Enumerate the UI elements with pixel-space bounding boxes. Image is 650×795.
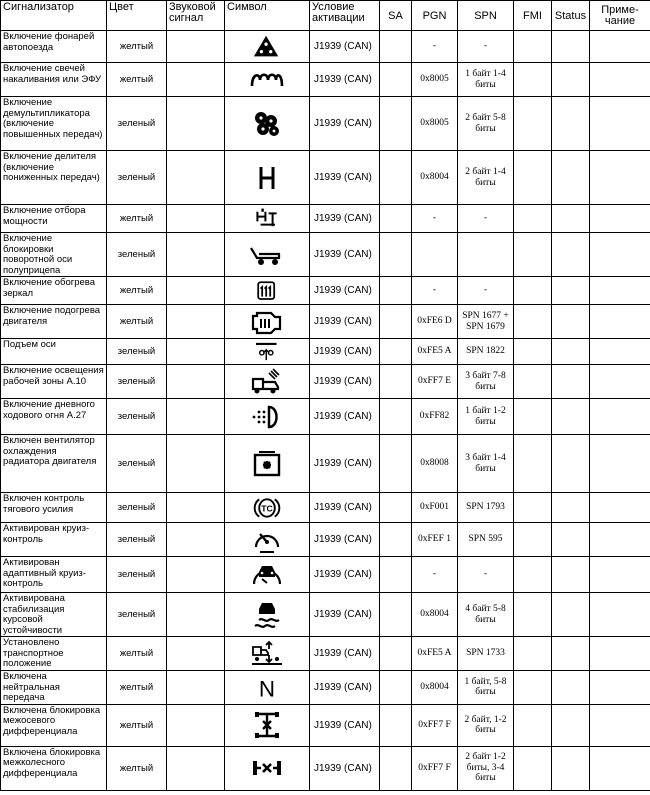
table-row <box>1 151 650 205</box>
pgn-value: - <box>412 31 458 63</box>
status-cell <box>552 493 590 523</box>
status-cell <box>552 151 590 205</box>
splitter-low-gears-icon <box>249 163 285 193</box>
fmi-cell <box>514 637 552 671</box>
pgn-value <box>412 233 458 277</box>
signal-name: Включение делителя (включение пониженных передач) <box>1 151 107 205</box>
symbol-cell <box>225 97 310 151</box>
table-row <box>1 671 650 705</box>
signal-color: зеленый <box>107 593 167 637</box>
table-row <box>1 557 650 593</box>
inter-axle-diff-lock-icon <box>249 710 285 740</box>
pgn-value: 0xFF7 F <box>412 704 458 746</box>
spn-value: - <box>458 31 514 63</box>
sa-cell <box>380 31 412 63</box>
col-fmi: FMI <box>514 1 552 31</box>
table-row <box>1 493 650 523</box>
fmi-cell <box>514 493 552 523</box>
pgn-value: 0x8004 <box>412 671 458 705</box>
activation-condition: J1939 (CAN) <box>310 305 380 339</box>
fmi-cell <box>514 704 552 746</box>
note-cell <box>590 637 650 671</box>
sound-cell <box>167 435 225 493</box>
activation-condition: J1939 (CAN) <box>310 746 380 790</box>
activation-condition: J1939 (CAN) <box>310 435 380 493</box>
activation-condition: J1939 (CAN) <box>310 205 380 233</box>
col-note: Приме-чание <box>590 1 650 31</box>
fmi-cell <box>514 151 552 205</box>
status-cell <box>552 31 590 63</box>
signal-name: Установлено транспортное положение <box>1 637 107 671</box>
sa-cell <box>380 277 412 305</box>
fmi-cell <box>514 435 552 493</box>
sound-cell <box>167 493 225 523</box>
sound-cell <box>167 746 225 790</box>
note-cell <box>590 493 650 523</box>
col-color: Цвет <box>107 1 167 31</box>
signal-color: желтый <box>107 746 167 790</box>
svg-text:N: N <box>258 676 276 702</box>
note-cell <box>590 399 650 435</box>
symbol-cell <box>225 205 310 233</box>
status-cell <box>552 63 590 97</box>
signal-color: зеленый <box>107 151 167 205</box>
signal-color: зеленый <box>107 557 167 593</box>
sa-cell <box>380 557 412 593</box>
status-cell <box>552 205 590 233</box>
spn-value: 2 байт 1-2 биты, 3-4 биты <box>458 746 514 790</box>
fmi-cell <box>514 339 552 365</box>
pgn-value: 0x8004 <box>412 151 458 205</box>
sa-cell <box>380 63 412 97</box>
table-row <box>1 277 650 305</box>
fmi-cell <box>514 277 552 305</box>
note-cell <box>590 277 650 305</box>
note-cell <box>590 305 650 339</box>
status-cell <box>552 671 590 705</box>
note-cell <box>590 704 650 746</box>
symbol-cell <box>225 557 310 593</box>
col-sa: SA <box>380 1 412 31</box>
note-cell <box>590 97 650 151</box>
spn-value: 2 байт, 1-2 биты <box>458 704 514 746</box>
symbol-cell <box>225 305 310 339</box>
symbol-cell <box>225 704 310 746</box>
fmi-cell <box>514 523 552 557</box>
road-train-lamps-icon <box>249 33 285 61</box>
sound-cell <box>167 399 225 435</box>
daytime-running-light-icon <box>249 402 285 432</box>
power-takeoff-icon <box>249 207 285 231</box>
symbol-cell <box>225 523 310 557</box>
table-row <box>1 31 650 63</box>
table-row <box>1 435 650 493</box>
symbol-cell <box>225 233 310 277</box>
spn-value: 1 байт, 5-8 биты <box>458 671 514 705</box>
status-cell <box>552 637 590 671</box>
activation-condition: J1939 (CAN) <box>310 671 380 705</box>
sound-cell <box>167 365 225 399</box>
activation-condition: J1939 (CAN) <box>310 704 380 746</box>
activation-condition: J1939 (CAN) <box>310 63 380 97</box>
sa-cell <box>380 339 412 365</box>
signal-name: Включение дневного ходового огня А.27 <box>1 399 107 435</box>
signal-color: зеленый <box>107 365 167 399</box>
signal-color: зеленый <box>107 97 167 151</box>
sa-cell <box>380 97 412 151</box>
note-cell <box>590 233 650 277</box>
signal-name: Включена блокировка межосевого дифференциала <box>1 704 107 746</box>
signal-color: зеленый <box>107 399 167 435</box>
pgn-value: 0x8005 <box>412 63 458 97</box>
radiator-fan-icon <box>249 449 285 479</box>
pgn-value: - <box>412 205 458 233</box>
fmi-cell <box>514 97 552 151</box>
sound-cell <box>167 277 225 305</box>
status-cell <box>552 399 590 435</box>
status-cell <box>552 523 590 557</box>
signal-color: зеленый <box>107 435 167 493</box>
table-row <box>1 365 650 399</box>
symbol-cell <box>225 671 310 705</box>
status-cell <box>552 305 590 339</box>
sa-cell <box>380 151 412 205</box>
sa-cell <box>380 205 412 233</box>
fmi-cell <box>514 399 552 435</box>
table-row <box>1 637 650 671</box>
status-cell <box>552 365 590 399</box>
signal-color: желтый <box>107 637 167 671</box>
symbol-cell <box>225 365 310 399</box>
spn-value: SPN 1733 <box>458 637 514 671</box>
pgn-value: 0xFF7 F <box>412 746 458 790</box>
sound-cell <box>167 205 225 233</box>
activation-condition: J1939 (CAN) <box>310 557 380 593</box>
spn-value: - <box>458 277 514 305</box>
adaptive-cruise-control-icon <box>249 560 285 590</box>
activation-condition: J1939 (CAN) <box>310 637 380 671</box>
pgn-value: 0xFEF 1 <box>412 523 458 557</box>
sound-cell <box>167 97 225 151</box>
note-cell <box>590 31 650 63</box>
fmi-cell <box>514 233 552 277</box>
signal-name: Включение блокировки поворотной оси полуприцепа <box>1 233 107 277</box>
sound-cell <box>167 637 225 671</box>
activation-condition: J1939 (CAN) <box>310 493 380 523</box>
signal-color: желтый <box>107 671 167 705</box>
signal-name: Активирован круиз-контроль <box>1 523 107 557</box>
signal-name: Включение отбора мощности <box>1 205 107 233</box>
status-cell <box>552 557 590 593</box>
note-cell <box>590 557 650 593</box>
signal-color: зеленый <box>107 493 167 523</box>
note-cell <box>590 523 650 557</box>
engine-preheater-icon <box>249 307 285 337</box>
signal-color: желтый <box>107 63 167 97</box>
status-cell <box>552 97 590 151</box>
sa-cell <box>380 637 412 671</box>
spn-value: 3 байт 1-4 биты <box>458 435 514 493</box>
table-row <box>1 233 650 277</box>
col-spn: SPN <box>458 1 514 31</box>
symbol-cell <box>225 746 310 790</box>
sa-cell <box>380 671 412 705</box>
sound-cell <box>167 151 225 205</box>
cruise-control-icon <box>249 525 285 555</box>
activation-condition: J1939 (CAN) <box>310 151 380 205</box>
pgn-value: 0x8004 <box>412 593 458 637</box>
status-cell <box>552 233 590 277</box>
table-row <box>1 399 650 435</box>
activation-condition: J1939 (CAN) <box>310 399 380 435</box>
status-cell <box>552 593 590 637</box>
pgn-value: - <box>412 557 458 593</box>
signal-name: Включение обогрева зеркал <box>1 277 107 305</box>
status-cell <box>552 746 590 790</box>
col-symbol: Символ <box>225 1 310 31</box>
signal-color: желтый <box>107 704 167 746</box>
spn-value: 2 байт 1-4 биты <box>458 151 514 205</box>
symbol-cell <box>225 637 310 671</box>
signal-color: желтый <box>107 31 167 63</box>
fmi-cell <box>514 671 552 705</box>
spn-value: 1 байт 1-4 биты <box>458 63 514 97</box>
pgn-value: 0xFF82 <box>412 399 458 435</box>
pgn-value: - <box>412 277 458 305</box>
sa-cell <box>380 493 412 523</box>
sound-cell <box>167 31 225 63</box>
signal-color: желтый <box>107 305 167 339</box>
symbol-cell <box>225 399 310 435</box>
work-area-light-icon <box>249 367 285 397</box>
sa-cell <box>380 399 412 435</box>
signal-name: Включен контроль тягового усилия <box>1 493 107 523</box>
signal-name: Включена блокировка межколесного дифференциала <box>1 746 107 790</box>
pgn-value: 0x8008 <box>412 435 458 493</box>
signal-name: Активирован адаптивный круиз-контроль <box>1 557 107 593</box>
fmi-cell <box>514 746 552 790</box>
activation-condition: J1939 (CAN) <box>310 233 380 277</box>
table-row <box>1 305 650 339</box>
sa-cell <box>380 305 412 339</box>
spn-value: - <box>458 557 514 593</box>
signal-color: зеленый <box>107 233 167 277</box>
note-cell <box>590 593 650 637</box>
signal-name: Включен вентилятор охлаждения радиатора двигателя <box>1 435 107 493</box>
note-cell <box>590 365 650 399</box>
activation-condition: J1939 (CAN) <box>310 523 380 557</box>
header-row <box>1 1 650 31</box>
sa-cell <box>380 593 412 637</box>
sound-cell <box>167 63 225 97</box>
fmi-cell <box>514 205 552 233</box>
activation-condition: J1939 (CAN) <box>310 339 380 365</box>
status-cell <box>552 339 590 365</box>
note-cell <box>590 63 650 97</box>
fmi-cell <box>514 31 552 63</box>
signal-name: Включение демультипликатора (включение повышенных передач) <box>1 97 107 151</box>
symbol-cell <box>225 31 310 63</box>
signal-name: Включена нейтральная передача <box>1 671 107 705</box>
activation-condition: J1939 (CAN) <box>310 97 380 151</box>
col-pgn: PGN <box>412 1 458 31</box>
fmi-cell <box>514 365 552 399</box>
glow-plug-icon <box>249 65 285 95</box>
neutral-gear-icon <box>249 673 285 701</box>
sa-cell <box>380 746 412 790</box>
range-high-gears-icon <box>249 109 285 139</box>
signal-name: Включение фонарей автопоезда <box>1 31 107 63</box>
spn-value: 1 байт 1-2 биты <box>458 399 514 435</box>
signal-name: Включение подогрева двигателя <box>1 305 107 339</box>
signal-color: зеленый <box>107 339 167 365</box>
symbol-cell <box>225 339 310 365</box>
fmi-cell <box>514 557 552 593</box>
sa-cell <box>380 704 412 746</box>
signal-color: желтый <box>107 277 167 305</box>
table-row <box>1 205 650 233</box>
spn-value: SPN 1793 <box>458 493 514 523</box>
spn-value: SPN 1677 + SPN 1679 <box>458 305 514 339</box>
pgn-value: 0xFE5 A <box>412 339 458 365</box>
fmi-cell <box>514 305 552 339</box>
spn-value: - <box>458 205 514 233</box>
signal-name: Включение освещения рабочей зоны А.10 <box>1 365 107 399</box>
spn-value: SPN 1822 <box>458 339 514 365</box>
note-cell <box>590 671 650 705</box>
sound-cell <box>167 557 225 593</box>
semitrailer-steer-axle-lock-icon <box>249 240 285 270</box>
sound-cell <box>167 704 225 746</box>
sound-cell <box>167 671 225 705</box>
sound-cell <box>167 233 225 277</box>
mirror-heating-icon <box>249 279 285 303</box>
symbol-cell <box>225 63 310 97</box>
table-row <box>1 339 650 365</box>
symbol-cell <box>225 593 310 637</box>
col-status: Status <box>552 1 590 31</box>
signal-name: Подъем оси <box>1 339 107 365</box>
pgn-value: 0xFF7 E <box>412 365 458 399</box>
status-cell <box>552 704 590 746</box>
sound-cell <box>167 593 225 637</box>
table-row <box>1 746 650 790</box>
stability-control-icon <box>249 600 285 630</box>
traction-control-icon <box>249 495 285 521</box>
note-cell <box>590 205 650 233</box>
symbol-cell <box>225 151 310 205</box>
sa-cell <box>380 523 412 557</box>
table-row <box>1 63 650 97</box>
sound-cell <box>167 523 225 557</box>
svg-text:TC: TC <box>261 502 273 513</box>
inter-wheel-diff-lock-icon <box>249 753 285 783</box>
activation-condition: J1939 (CAN) <box>310 593 380 637</box>
table-row <box>1 97 650 151</box>
pgn-value: 0x8005 <box>412 97 458 151</box>
axle-lift-icon <box>249 341 285 363</box>
sa-cell <box>380 233 412 277</box>
table-row <box>1 593 650 637</box>
spn-value: 4 байт 5-8 биты <box>458 593 514 637</box>
transport-position-icon <box>249 639 285 669</box>
symbol-cell <box>225 493 310 523</box>
activation-condition: J1939 (CAN) <box>310 31 380 63</box>
table-row <box>1 523 650 557</box>
activation-condition: J1939 (CAN) <box>310 277 380 305</box>
status-cell <box>552 277 590 305</box>
spn-value <box>458 233 514 277</box>
table-row <box>1 704 650 746</box>
activation-condition: J1939 (CAN) <box>310 365 380 399</box>
sa-cell <box>380 435 412 493</box>
fmi-cell <box>514 593 552 637</box>
signal-color: зеленый <box>107 523 167 557</box>
pgn-value: 0xFE6 D <box>412 305 458 339</box>
note-cell <box>590 151 650 205</box>
note-cell <box>590 435 650 493</box>
sound-cell <box>167 339 225 365</box>
symbol-cell <box>225 277 310 305</box>
col-sound: Звуковой сигнал <box>167 1 225 31</box>
note-cell <box>590 339 650 365</box>
spn-value: SPN 595 <box>458 523 514 557</box>
sa-cell <box>380 365 412 399</box>
signal-name: Активирована стабилизация курсовой устойчивости <box>1 593 107 637</box>
pgn-value: 0xF001 <box>412 493 458 523</box>
signal-color: желтый <box>107 205 167 233</box>
fmi-cell <box>514 63 552 97</box>
pgn-value: 0xFE5 A <box>412 637 458 671</box>
col-signal: Сигнализатор <box>1 1 107 31</box>
note-cell <box>590 746 650 790</box>
col-condition: Условие активации <box>310 1 380 31</box>
signal-name: Включение свечей накаливания или ЭФУ <box>1 63 107 97</box>
sound-cell <box>167 305 225 339</box>
symbol-cell <box>225 435 310 493</box>
status-cell <box>552 435 590 493</box>
spn-value: 3 байт 7-8 биты <box>458 365 514 399</box>
spn-value: 2 байт 5-8 биты <box>458 97 514 151</box>
